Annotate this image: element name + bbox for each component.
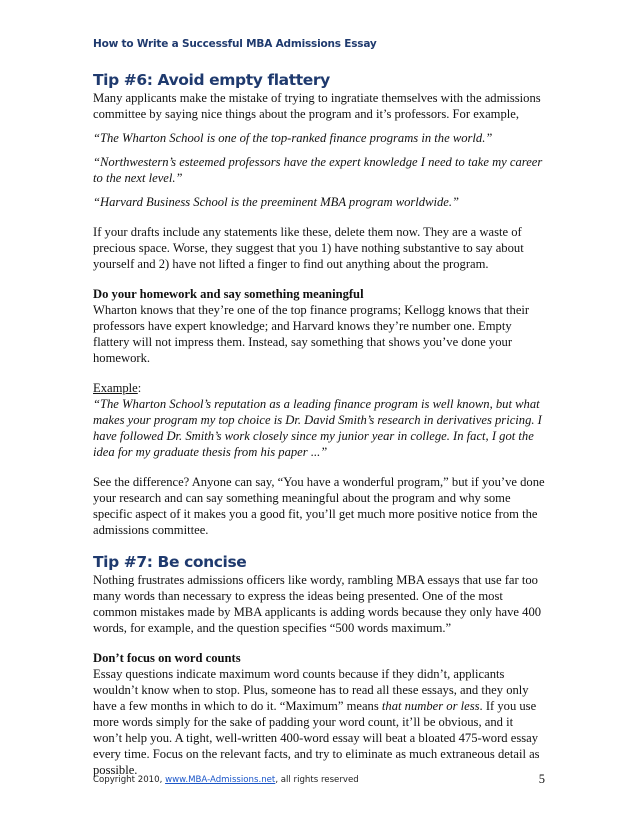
example-quote: “The Wharton School’s reputation as a leading finance program is well known, but what makes your program my top choice is Dr. David Smith’s research in derivatives pricing. I have followed Dr. Smith’s work closely since my junior year in college. In fact, I got the idea for my graduate thesis from his paper ...” [93,397,542,459]
word-counts-text-2: . If you use more words simply for the sake of padding your word count, it’ll be obvious, and it won’t help you. A tight, well-written 400-word essay will beat a bloated 475-word essay every time. Focus on the relevant facts, and try to eliminate as much extraneous detail as possible. [93,699,540,777]
page-number: 5 [538,772,545,786]
tip6-intro: Many applicants make the mistake of trying to ingratiate themselves with the admissions committee by saying nice things about the program and it’s professors. For example, [93,91,541,121]
word-counts-paragraph [93,666,545,778]
page-content [93,70,545,778]
example-label: Example [93,381,138,395]
copyright-prefix: Copyright 2010, [93,775,166,785]
flattery-quote-northwestern: “Northwestern’s esteemed professors have the expert knowledge I need to take my career to the next level.” [93,155,543,185]
website-link[interactable]: www.MBA-Admissions.net [165,775,276,785]
page-footer [93,772,545,786]
flattery-quote-wharton: “The Wharton School is one of the top-ranked finance programs in the world.” [93,131,493,145]
copyright-suffix: , all rights reserved [275,775,359,785]
drafts-paragraph: If your drafts include any statements like these, delete them now. They are a waste of precious space. Worse, they suggest that you 1) have nothing substantive to say about yourself and 2) have not lifted a finger to find out anything about the program. [93,225,524,271]
homework-paragraph: Wharton knows that they’re one of the top finance programs; Kellogg knows that their professors have expert knowledge; and Harvard knows they’re number one. Empty flattery will not impress them. Instead, say something that shows you’ve done your homework. [93,303,530,365]
tip7-heading: Tip #7: Be concise [93,553,247,571]
flattery-quote-harvard: “Harvard Business School is the preeminent MBA program worldwide.” [93,195,460,209]
homework-subhead: Do your homework and say something meaningful [93,287,364,301]
running-header: How to Write a Successful MBA Admissions Essay [93,38,377,50]
word-counts-text-1: Essay questions indicate maximum word counts because if they didn’t, applicants wouldn’t know when to stop. Plus, someone has to read all these essays, and they only have a few months in which to do it. “Maximum” means [93,667,529,713]
example-label-line [93,380,545,396]
example-colon: : [137,381,142,395]
word-counts-subhead: Don’t focus on word counts [93,651,241,665]
difference-paragraph: See the difference? Anyone can say, “You have a wonderful program,” but if you’ve done your research and can say something meaningful about the program and why some specific aspect of it makes you a good fit, you’ll get much more positive notice from the admissions committee. [93,475,545,537]
tip6-heading: Tip #6: Avoid empty flattery [93,71,330,89]
word-counts-emphasis: that number or less [381,699,480,713]
tip7-intro: Nothing frustrates admissions officers like wordy, rambling MBA essays that use far too many words than necessary to express the ideas being presented. One of the most common mistakes made by MBA applicants is adding words because they only have 400 words, for example, and the question specifies “500 words maximum.” [93,573,542,635]
